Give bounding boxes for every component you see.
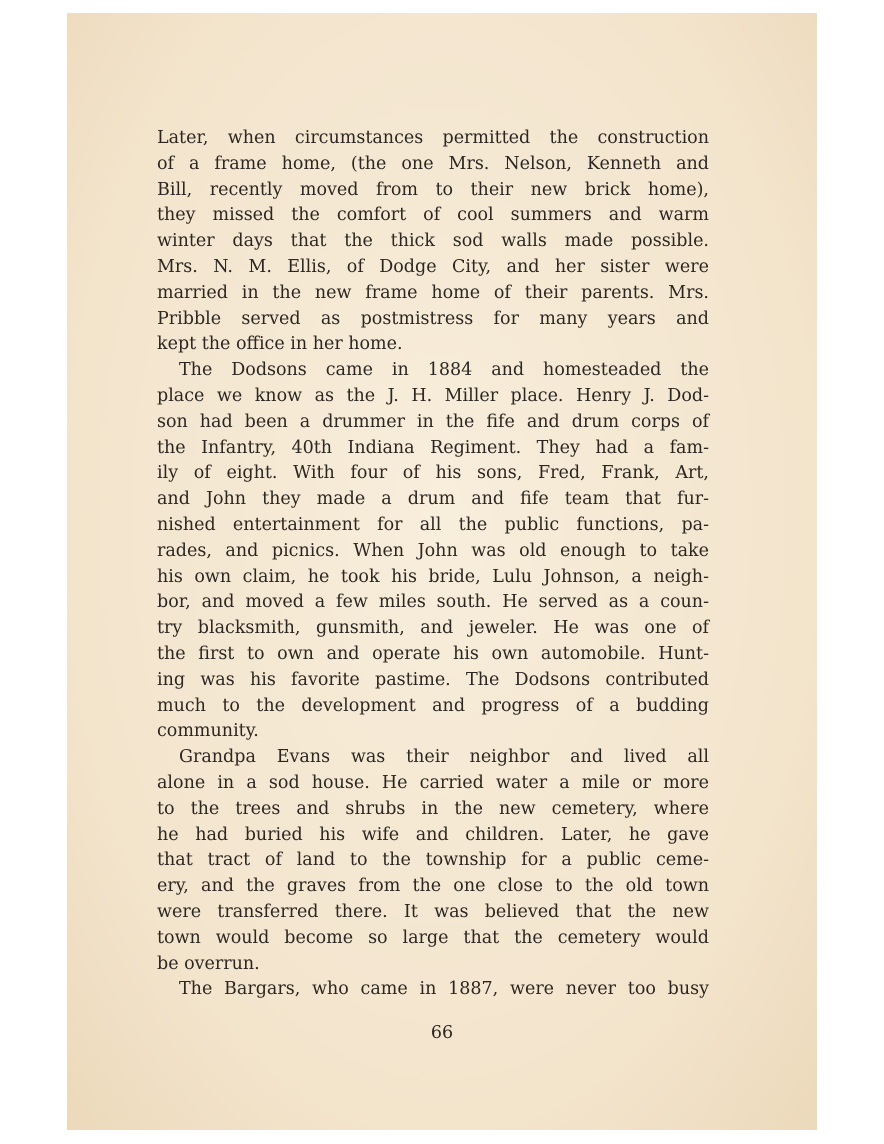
body-text	[157, 126, 709, 1003]
text-line: ing was his favorite pastime. The Dodsons contributed	[157, 669, 709, 690]
text-line: rades, and picnics. When John was old enough to take	[157, 540, 709, 561]
text-line: the first to own and operate his own automobile. Hunt-	[157, 643, 709, 664]
text-line: his own claim, he took his bride, Lulu Johnson, a neigh-	[157, 566, 709, 587]
text-line: he had buried his wife and children. Later, he gave	[157, 824, 709, 845]
text-line: were transferred there. It was believed that the new	[157, 901, 709, 922]
text-line: Mrs. N. M. Ellis, of Dodge City, and her sister were	[157, 256, 709, 277]
text-line: that tract of land to the township for a public ceme-	[157, 850, 709, 871]
text-line: nished entertainment for all the public functions, pa-	[157, 514, 709, 535]
page-number: 66	[430, 1023, 454, 1043]
text-line: town would become so large that the cemetery would	[157, 927, 709, 948]
text-line: Bill, recently moved from to their new brick home),	[157, 179, 709, 200]
text-line: son had been a drummer in the fife and drum corps of	[157, 411, 709, 432]
text-line: much to the development and progress of a budding	[157, 695, 709, 716]
text-line: ery, and the graves from the one close to the old town	[157, 876, 709, 897]
text-line: try blacksmith, gunsmith, and jeweler. He was one of	[157, 618, 709, 639]
text-line: Pribble served as postmistress for many years and	[157, 308, 709, 329]
text-line: Grandpa Evans was their neighbor and lived all	[179, 747, 709, 768]
text-line: the Infantry, 40th Indiana Regiment. They had a fam-	[157, 437, 709, 458]
text-line: winter days that the thick sod walls made possible.	[157, 231, 709, 252]
text-line: place we know as the J. H. Miller place. Henry J. Dod-	[157, 385, 709, 406]
text-line: of a frame home, (the one Mrs. Nelson, Kenneth and	[157, 153, 709, 174]
text-line: Later, when circumstances permitted the construction	[157, 128, 709, 148]
text-line: kept the office in her home.	[157, 334, 403, 355]
text-line: to the trees and shrubs in the new cemetery, where	[157, 798, 709, 819]
text-line: and John they made a drum and fife team that fur-	[157, 489, 709, 510]
text-line: community.	[157, 721, 259, 742]
text-line: bor, and moved a few miles south. He served as a coun-	[157, 592, 709, 613]
text-line: ily of eight. With four of his sons, Fred, Frank, Art,	[157, 463, 709, 484]
text-line: they missed the comfort of cool summers and warm	[157, 205, 709, 226]
text-line: married in the new frame home of their parents. Mrs.	[157, 282, 709, 303]
text-line: The Bargars, who came in 1887, were never too busy	[179, 979, 709, 1000]
text-line: be overrun.	[157, 953, 260, 974]
text-line: alone in a sod house. He carried water a mile or more	[157, 772, 709, 793]
text-line: The Dodsons came in 1884 and homesteaded the	[179, 360, 709, 381]
